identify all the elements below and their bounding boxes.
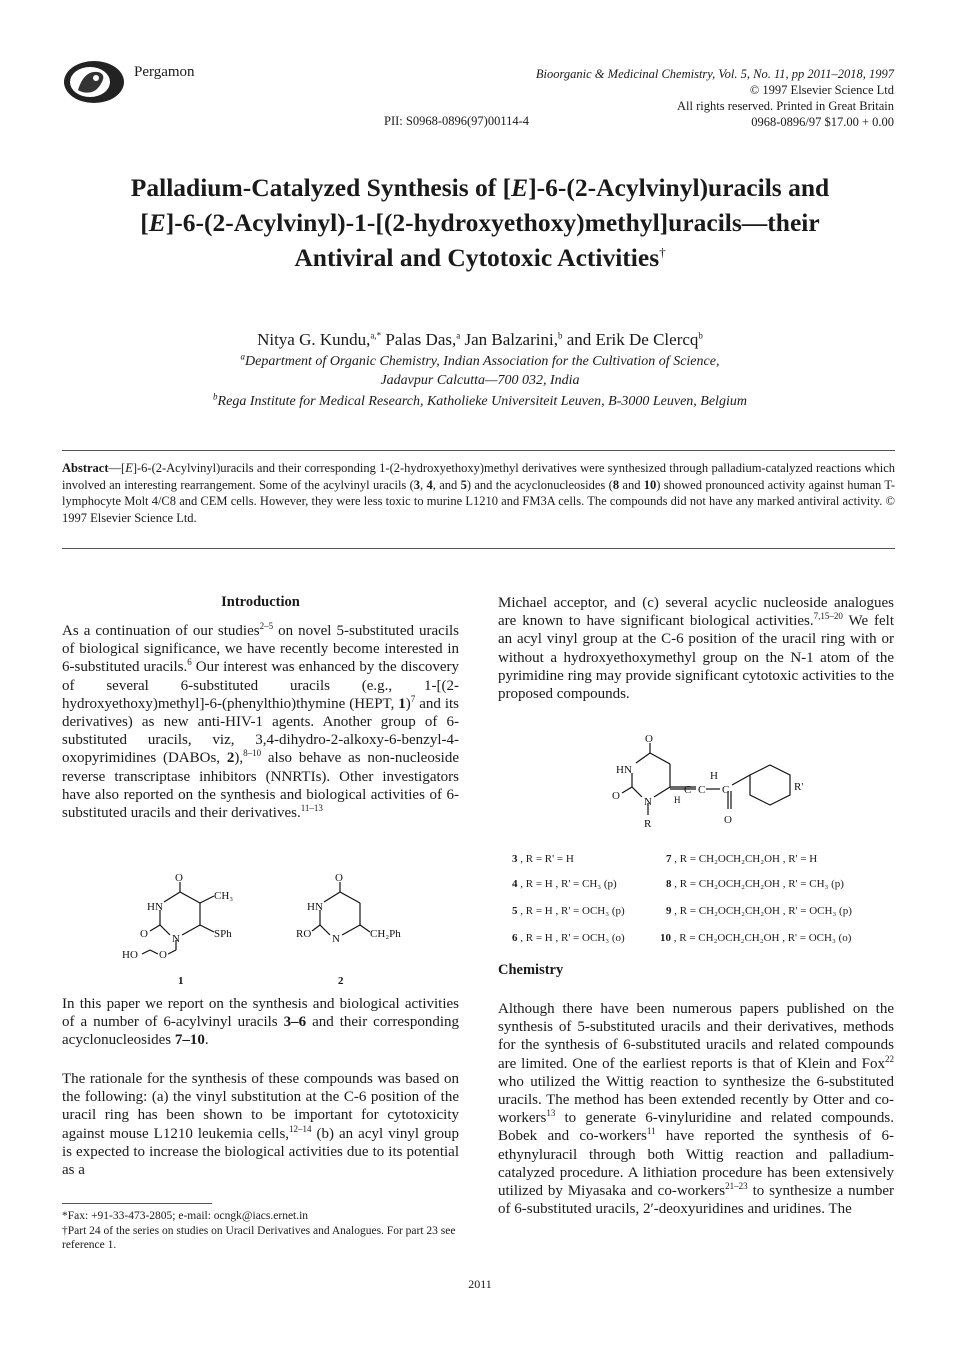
scheme-c2: C: [698, 784, 706, 796]
intro-paragraph-1: As a continuation of our studies$^{2-5}$ on novel 5-substituted uracils of biological significance, we have recently become interested in 6-substituted uracils.$^6$ Our interest was enhanced by the discovery of several 6-substituted uracils (e.g., 1-[(2-hydroxyethoxy)methyl]-6-(phenylthio)thymine (HEPT, 1)$^7$ and its derivatives) as new anti-HIV-1 agents. Another group of 6-substituted uracils, viz, 3,4-dihydro-2-alkoxy-6-benzyl-4-oxopyrimidines (DABOs, 2),$^{8-10}$ also behave as non-nucleoside reverse transcriptase inhibitors (NNRTIs). Other investigators have also reported on the synthesis and biological activities of 6-substituted uracils and their derivatives.$^{11-13}$: [62, 621, 460, 822]
scheme-hn: HN: [616, 764, 632, 776]
scheme-n: N: [644, 796, 652, 808]
abstract-bottom-rule: [62, 548, 895, 549]
intro-paragraph-2: In this paper we report on the synthesis and biological activities of a number of 6-acylvinyl uracils 3–6 and their corresponding acyclonucleosides 7–10.: [62, 996, 459, 1049]
s2-ch2ph: CH₂Ph: [370, 928, 401, 940]
s1-sph: SPh: [214, 928, 232, 940]
s1-o-left: O: [140, 928, 148, 940]
s2-o-top: O: [335, 872, 343, 884]
structures-1-2: [120, 872, 420, 987]
compound-9: 9 , R = CH₂OCH₂CH₂OH , R' = OCH₃ (p): [666, 905, 852, 917]
s1-ho: HO: [122, 949, 138, 961]
author-list: Nitya G. Kundu,$^{a,*}$ Palas Das,$^a$ Jan Balzarini,$^b$ and Erik De Clercq$^b$: [257, 330, 703, 349]
scheme-o-left: O: [612, 790, 620, 802]
s1-n: N: [172, 933, 180, 945]
s1-ch3: CH₃: [214, 890, 234, 902]
intro-paragraph-3: The rationale for the synthesis of these compounds was based on the following: (a) the vinyl substitution at the C-6 position of the uracil ring has been shown to be important for cytotoxicity against mouse L1210 leukemia cells,$^{12-14}$ (b) an acyl vinyl group is expected to increase the biological activities due to its potential as a: [62, 1071, 459, 1179]
scheme-rprime: R': [794, 781, 804, 793]
footnote-fax: *Fax: +91-33-473-2805; e-mail: ocngk@iacs.ernet.in: [62, 1210, 309, 1222]
scheme-o-top: O: [645, 735, 653, 745]
scheme-c3: C: [722, 784, 730, 796]
affiliation-a: $^a$Department of Organic Chemistry, Indian Association for the Cultivation of Science, Jadavpur Calcutta—700 032, India: [240, 351, 720, 388]
s2-ro: RO: [296, 928, 312, 940]
rights-line: All rights reserved. Printed in Great Britain: [677, 99, 894, 113]
chemistry-heading: Chemistry: [498, 962, 564, 978]
price-line: 0968-0896/97 $17.00 + 0.00: [751, 115, 894, 129]
pii-code: PII: S0968-0896(97)00114-4: [384, 114, 530, 128]
publisher-name: Pergamon: [134, 64, 195, 80]
affiliation-b: $^b$Rega Institute for Medical Research, Katholieke Universiteit Leuven, B-3000 Leuven, Belgium: [213, 391, 747, 409]
s1-o-top: O: [175, 872, 183, 884]
footnotes: [62, 1209, 462, 1253]
compound-5: 5 , R = H , R' = OCH₃ (p): [512, 905, 625, 917]
rationale-continued: Michael acceptor, and (c) several acyclic nucleoside analogues are known to have significant biological activities.$^{7,15-20}$ We felt an acyl vinyl group at the C-6 position of the uracil ring with or without a hydroxyethoxymethyl group on the N-1 atom of the pyrimidine ring may provide significant cytotoxic activities to the proposed compounds.: [498, 595, 894, 703]
compound-6: 6 , R = H , R' = OCH₃ (o): [512, 932, 625, 944]
scheme-o-bottom: O: [724, 814, 732, 826]
abstract: Abstract—[E]-6-(2-Acylvinyl)uracils and their corresponding 1-(2-hydroxyethoxy)methyl derivatives were synthesized through palladium-catalyzed reactions which involved an interesting rearrangement. Some of the acylvinyl uracils (3, 4, and 5) and the acyclonucleosides (8 and 10) showed pronounced activity against human T-lymphocyte Molt 4/C8 and CEM cells. However, they were less toxic to murine L1210 and FM3A cells. The compounds did not have any marked antiviral activity. © 1997 Elsevier Science Ltd.: [62, 461, 896, 525]
s2-hn: HN: [307, 901, 323, 913]
compound-4: 4 , R = H , R' = CH₃ (p): [512, 878, 617, 890]
s2-n: N: [332, 933, 340, 945]
s2-label: 2: [338, 975, 344, 987]
compound-8: 8 , R = CH₂OCH₂CH₂OH , R' = CH₃ (p): [666, 878, 844, 890]
copyright-line: © 1997 Elsevier Science Ltd: [749, 83, 894, 97]
acylvinyl-uracil-scheme: [610, 735, 850, 850]
compound-10: 10 , R = CH₂OCH₂CH₂OH , R' = OCH₃ (o): [660, 932, 852, 944]
s1-o-chain: O: [159, 949, 167, 961]
scheme-c1: C: [684, 784, 692, 796]
chemistry-paragraph: Although there have been numerous papers published on the synthesis of 5-substituted uracils and their derivatives, methods for the synthesis of 6-substituted uracils and related compounds are limited. One of the earliest reports is that of Klein and Fox$^{22}$ who utilized the Wittig reaction to synthesize the 6-substituted uracils. The method has been extended recently by Otter and co-workers$^{13}$ to generate 6-vinyluridine and related compounds. Bobek and co-workers$^{11}$ have reported the synthesis of 6-ethynyluracil through both Wittig reaction and palladium-catalyzed procedure. A lithiation procedure has been extensively utilized by Miyasaka and co-workers$^{21-23}$ to synthesize a number of 6-substituted uracils, 2′-deoxyuridines and uridines. The: [498, 1001, 895, 1218]
scheme-h2: H: [710, 770, 718, 782]
footnote-series: †Part 24 of the series on studies on Uracil Derivatives and Analogues. For part 23 see reference 1.: [62, 1224, 456, 1251]
compound-3: 3 , R = R' = H: [512, 853, 574, 865]
abstract-top-rule: [62, 450, 895, 451]
s1-hn: HN: [147, 901, 163, 913]
introduction-heading: Introduction: [221, 594, 300, 610]
footnote-rule: [62, 1203, 212, 1204]
s1-label: 1: [178, 975, 184, 987]
article-title: Palladium-Catalyzed Synthesis of [E]-6-(2-Acylvinyl)uracils and [E]-6-(2-Acylvinyl)-1-[(2-hydroxyethoxy)methyl]uracils—their Antiviral and Cytotoxic Activities†: [130, 173, 830, 272]
journal-citation: Bioorganic & Medicinal Chemistry, Vol. 5, No. 11, pp 2011–2018, 1997: [535, 67, 894, 81]
pergamon-logo: [62, 60, 126, 104]
scheme-r: R: [644, 818, 652, 830]
compound-7: 7 , R = CH₂OCH₂CH₂OH , R' = H: [666, 853, 818, 865]
scheme-h1: H: [674, 795, 681, 805]
page-number: 2011: [468, 1277, 492, 1291]
